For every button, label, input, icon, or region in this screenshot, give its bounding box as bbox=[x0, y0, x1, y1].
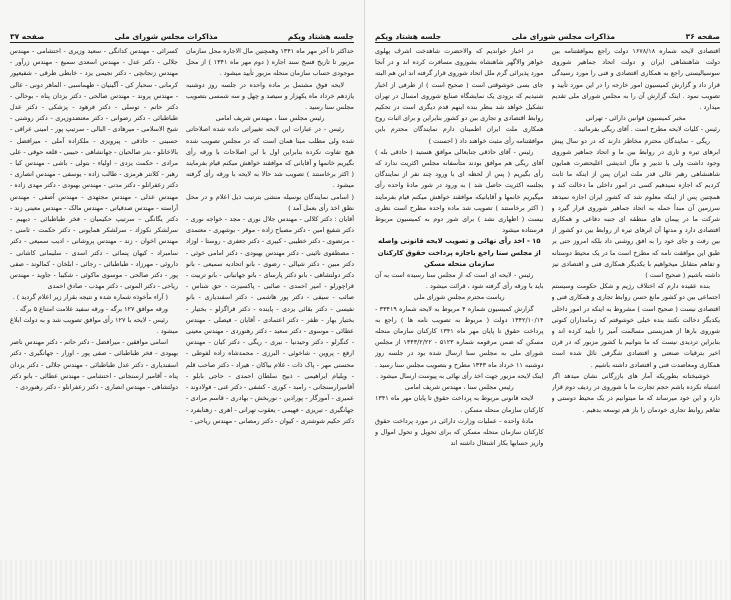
roll-call-names: کسرائی - مهندس کدانگی - سعید وزیری - احتشامی - مهندس جلالی - دکتر عدل - مهندس اسعدی سمیع - مهندس زرآور - مهندس زنجانچی - دکتر نجیمی یزد - خابطی طرقی - شفیعپور کرمانی - سحبار کی - آگینیان - طهماسبی - الماهر دونی - عالی - مهندس پروند - مهندس صالحی - دکتر یزدان پناه - بوحالی - دکتر حاتم - توسلی - دکتر فرهود - پزشکی - دکتر عدل طباطبائی - دکتر رضوانی - دکتر معتضدوزیری - دکتر روشنی - شیخ الاسلامی - میرهادی - البالی - سرتیپ پور - امینی عراقی - حسینی - حاذقی - پیرویزی - ملکزاده آملی - میرافضل - بالاخانلو - بدر صالحیان - جهانشاهی - حبیبی - قلعه حوقی - علی مرادی - حکمت یزدی - اولیاء - بتولی - باشی - مهندس کیا - رهبر - کلانتر هرمزی - طالب زاده - یوسفی - مهندس انصاری - دکتر زعفرانلو - دکتر مدنی - مهندس بهبودی - دکتر مهدی زاده - مهندس عدلی - مهندس مجتهدی - مهندس آصفی - مهندس آراسته - مهندس صدقیانی - مهندس مالک - مهندس معینی زند - دکتر یگانگی - سرتیپ حکیمیان - فخر طباطبائی - دیهیم - سرلشکر نکوزاد - سرلشکر همایونی - دکتر حکمت - ثامنی - مهندس اخوان - زند - مهندس پروشانی - ادیب سمیعی - دکتر سامبراد - کیهان پنمائی - دکتر اسدی - سلیمانی کاشانی - داروئی - مهرزاد - طباطبائی - رجائی - ابلخان - کمالوند - صفی پور - دکتر صالحی - موسوی ماکوئی - شکیبا - جاوید - مهندس ریاحی - دکتر الموتی - دکتر مهذب - صادق احمدی bbox=[10, 47, 178, 291]
speaker-paragraph: رئیس - لایحه ای است که از مجلس سنا رسیده است به آن باید با ورقه رأی گرفته شود ، قرائت میشود . bbox=[375, 271, 544, 291]
paragraph: لایحه قانونی مربوط به پرداخت حقوق تا پایان مهر ماه ۱۳۴۱ کارکنان سازمان منحله مسکن . bbox=[375, 394, 544, 414]
text-columns bbox=[10, 46, 354, 590]
column-right bbox=[552, 46, 721, 590]
speaker-paragraph: رئیس - در عبارات این لایحه تغییراتی داده شده اصلاحاتی شده ولی مطلب مبنا همان است که در مجلس تصویب شده هیچ تفاوت نکرده بنابراین اول با این اصلاحات با ورقه رأی بگیریم خانمها و آقایانی که موافقند خواهش میکنم قیام بفرمایند ( اکثر برخاستند ) تصویب شد حالا به لایحه با ورقه رأی گرفته میشود . bbox=[186, 125, 354, 190]
session-label: جلسه هشتاد ویکم bbox=[375, 32, 442, 41]
address-line: ریاست محترم مجلس شورای ملی bbox=[413, 293, 505, 302]
signature-line: رئیس مجلس سنا ، مهندس شریف امامی bbox=[404, 383, 514, 392]
page-header bbox=[375, 29, 720, 43]
paragraph: بنده عقیده دارم که اختلاف رژیم و شکل حکومت وسیستم اجتماعی بین دو کشور مانع حسن روابط تجاری و همکاری فنی و اقتصادی نیست ( صحیح است ) مشروط به اینکه در امور داخلی یکدیگر دخالت نکنند بنده خیلی خوشوقتم که زمامداران کنونی شوروی بارها از همزیستی مسالمت آمیز را تأیید کرده اند و بنابراین تردیدی نیست که ما بتوانیم با کشور مزبور که در قرن اخیر بترقیات صنعتی و اقتصادی شگرفی نائل شده است همکاری ومعاضدت فنی و اقتصادی داشته باشیم . bbox=[551, 282, 720, 369]
page-header bbox=[10, 29, 354, 43]
scan-noise bbox=[365, 560, 730, 600]
vote-result: ورقه موافق ۱۲۷ برگه - ورقه سفید علامت امتناع ۵ برگه . bbox=[15, 304, 168, 313]
session-label: جلسه هشتاد ویکم bbox=[287, 32, 354, 41]
publication-title: مذاکرات مجلس شورای ملی bbox=[511, 32, 616, 41]
speaker-paragraph: رئیس - کلیات لایحه مطرح است . آقای ریگی بفرمائید . bbox=[574, 125, 720, 134]
column-left bbox=[375, 46, 544, 590]
publication-title: مذاکرات مجلس شورای ملی bbox=[114, 32, 218, 41]
speaker-paragraph: رئیس - لایحه با ۱۲۷ رأی موافق تصویب شد و به دولت ابلاغ میشود . bbox=[10, 315, 178, 336]
page-number: صفحه ۳۷ bbox=[10, 32, 45, 41]
speaker-paragraph: ریگی - نمایندگان محترم مخاطر دارند که در دو سال پیش ابرهای تیره و تاری در روابط بین ما و اتحاد جماهیر شوروی وجود داشت ولی با تدبیر و مآل اندیشی اعلیحضرت همایون شاهنشاهی رهبر عالی قدر ملت ایران پس از اینکه ما ثابت کردیم که اجازه نمیدهیم کسی در امور داخلی ما دخالت کند و همچنین پس از اینکه معلوم شد که کشور ایران اجازه نمیدهد سرزمین آن مبدأ حمله به اتحاد جماهیر شوروی قرار گیرد و شرکت ما در پیمان های منطقه ای جنبه دفاعی و همکاری اقتصادی دارد و مدتها آن ابرهای تیره از روابط بین دو کشور از بین رفت و جای خود را به افق روشنی داد بلکه امروز حتی بر طبق این موافقت نامه که مطرح است ما در یک محیط دوستانه و تفاهم متقابل میخواهیم با یکدیگر همکاری فنی و اقتصادی نیز داشته باشیم ( صحیح است ) bbox=[551, 136, 720, 280]
paragraph: خوشبختانه بطوریکه آمار های بازرگانی نشان میدهد اگر اشتباه نکرده باشم حجم تجارت ما با شوروی در ردیف دوم قرار دارد و این خود میرساند که ما میتوانیم در یک محیط دوستی و تفاهم روابط تجاری خودمان را باز هم توسعه بدهیم . bbox=[551, 371, 720, 414]
signature-line: مخبر کمیسیون قوانین دارائی - تهرانی bbox=[585, 114, 686, 123]
page-number: صفحه ۳۶ bbox=[685, 32, 720, 41]
paragraph: ( اسامی نمایندگان بوسیله منشی بترتیب ذیل اعلام و در محل نطق اخذ رأی بعمل آمد ) bbox=[186, 192, 354, 212]
signature-line: رئیس مجلس سنا ، مهندس شریف امامی bbox=[215, 114, 325, 123]
speaker-paragraph: رئیس - آقای حاذقی جنابعالی موافق هستید ( حاذقی بله ) آقای ریگی هم موافق بودند متأسفانه مجلس اکثریت ندارد که رأی بگیریم ( پس از لحظه ای با ورود چند نفر از نمایندگان بجلسه اکثریت حاصل شد ) به ورود در شور مادۀ واحده رأی میگیریم خانمها و آقایانیکه موافقند خواهش میکنم قیام بفرمایند ( اکثر برخاستند ) تصویب شد ماده واحده مطرح است نظری نیست ( اظهاری نشد ) برای شور دوم به کمیسیون مربوط فرستاده میشود bbox=[375, 147, 544, 235]
paragraph: ( آراء مأخوذه شماره شده و نتیجه بقرار زیر اعلام گردید ) . bbox=[12, 293, 168, 302]
roll-call-names: آقایان : دکتر کلالی - مهندس جلال نوری - مجد - خواجه نوری - دکتر شفیع امین - دکتر مصباح زاده - موقر - بوشهری - معتمدی - مرتضوی - دکتر خطیبی - کبیری - دکتر جعفری - روستا - اوزاد - مصطفوی نائینی - دکتر مهندس بهبودی - دکتر امامی خوئی - دکتر مبین - دکتر شیالی - رضوی - بانو اتحادیه سمیعی - بانو دکتر دولتشاهی - بانو دکتر پارسای - بانو جهانبانی - بانو تربیت - قراچورلو - امیر احمدی - صائبی - پاکسیرت - حق شناس - صائب - سیفی - دکتر پور هاشمی - دکتر اسفندیاری - بانو نفیسی - دکتر بقائی یزدی - پاینده - دکتر قراگزلو - بختیار - بختیار بهار - ظفر - دکتر اعتمادی - آقایان - فیصلی - مهندس عطائی - موسوی - دکتر سعید - دکتر رهنوردی - مهندس معینی - کنگرلو - دکتر وحیدنیا - نیری - ریگی - دکتر کیان - مهندس ارفع - پروین - شاخوئی - البرزی - محمدشاه زاده لفوطی - محسنی مهر - پاک ذات - غلام بیاکان - هیراد - دکتر صاحب قلم - ویلیام ابراهیمی - ذبیح سلطان احمدی - حاجی بابلو - آقامیرارسنجانی - رامبد - کوری - کشفی - دکتر غنی - فولادوند - عمیری - آموزگار - پورادین - نوربخش - بهادری - قاسم مرادی - جهانگیری - تبریزی - فهیمی - یعقوب تهرانی - اهری - زهتابفرد - دکتر حکیم شوشتری - کیوان - دکتر رمضانی - مهندس ریاحی - bbox=[186, 215, 354, 425]
paragraph: در اخبار خواندیم که والاحضرت شاهدخت اشرف پهلوی خواهر والاگهر شاهنشاه بشوروی مسافرت کرده اند و در آنجا مورد پذیرائی گرم ملل اتحاد شوروی قرار گرفته اند این هم البته جای بسی خوشوقتی است ( صحیح است ) از طرفی از اخبار شنیدیم که بزودی یک نمایشگاه صنایع شوروی امسال در تهران تشکیل خواهد شد بنظر بنده اینهم قدم دیگری است در تحکیم روابط اقتصادی و تجاری بین دو کشور بنابراین و برای اثبات روح همکاری ملت ایران اطمینان دارم نمایندگان محترم باین موافقتنامه رأی مثبت خواهند داد ( احسنت ) bbox=[375, 47, 544, 145]
page-37 bbox=[0, 0, 365, 600]
paragraph: اقتصادی لایحه شماره ۱۶۷۸/۱۸ دولت راجع بموافقتنامه بین دولت شاهنشاهی ایران و دولت اتحاد جماهیر شوروی سوسیالیستی راجع به همکاری اقتصادی و فنی را مورد رسیدگی قرار داد و گزارش کمیسیون امور خارجه را در این مورد تأیید و تصویب نمود . اینک گزارش آن را به مجلس شورای ملی تقدیم میدارد . bbox=[551, 47, 720, 112]
paragraph: لایحه فوق مشتمل بر ماده واحده در جلسه روز دوشنبه یازدهم خرداد ماه یکهزار و سیصد و چهل و سه شمسی بتصویب مجلس سنا رسید . bbox=[186, 80, 354, 112]
article-paragraph: مادۀ واحده - عملیات وزارت دارائی در مورد پرداخت حقوق کارکنان سازمان منحله مسکن که برای تحویل و تحول اموال و واریز حسابها بکار اشتغال داشته اند bbox=[375, 416, 544, 448]
section-heading: ۱۵ - اخذ رأی نهائی و تصویب لایحه قانونی واصله از مجلس سنا راجع باجازه پرداخت حقوق کارکنان سازمان منحله مسکن bbox=[377, 237, 541, 268]
approvers-list: اسامی موافقین - میرافضل - دکتر حاتم - دکتر مهندس ناصر بهبودی - فخر طباطبائی - صفی پور - اوزار - جهانگیری - دکتر اسفندیاری - دکتر عدل طباطبائی - مهندس جلالی - دکتر یزدان پناه - آقامیر ارسنجانی - احتشامی - مهندس عطائی - بانو دکتر دولتشاهی - مهندس انصاری - دکتر زعفرانلو - دکتر رهنوردی - bbox=[10, 338, 178, 392]
column-left bbox=[10, 46, 178, 590]
text-columns bbox=[375, 46, 720, 590]
paragraph: گزارش کمیسیون شماره ۴ مربوط به لایحه شماره ۳۳۴۱۹ - ۱۳۴۲/۱۰/۱۴ دولت ( مربوط به تصویب نامه ها ) راجع به پرداخت حقوق تا پایان مهر ماه ۱۳۴۱ کارکنان سازمان منحله مسکن که ضمن مرقومه شماره ۵۱۲۳ - ۱۳۴۳/۲/۲۲ از مجلس شورای ملی به مجلس سنا ارسال شده بود در جلسه روز دوشنبه ۱۱ خرداد ماه ۱۳۴۳ مطرح و بتصویب مجلس سنا رسید . اینک لایحه مزبور جهت اخذ رأی نهائی به پیوست ارسال میشود . bbox=[375, 304, 544, 380]
page-36 bbox=[365, 0, 730, 600]
scan-noise bbox=[0, 560, 364, 600]
column-right bbox=[186, 46, 354, 590]
paragraph: حداکثر تا آخر مهر ماه ۱۳۴۱ وهمچنین مال الاجاره محل سازمان مزبور تا تاریخ فسخ سند اجاره ( دوم مهر ماه ۱۳۴۱ ) از محل موجودی حساب سازمان منحله مزبور تأیید میشود . bbox=[186, 47, 354, 78]
